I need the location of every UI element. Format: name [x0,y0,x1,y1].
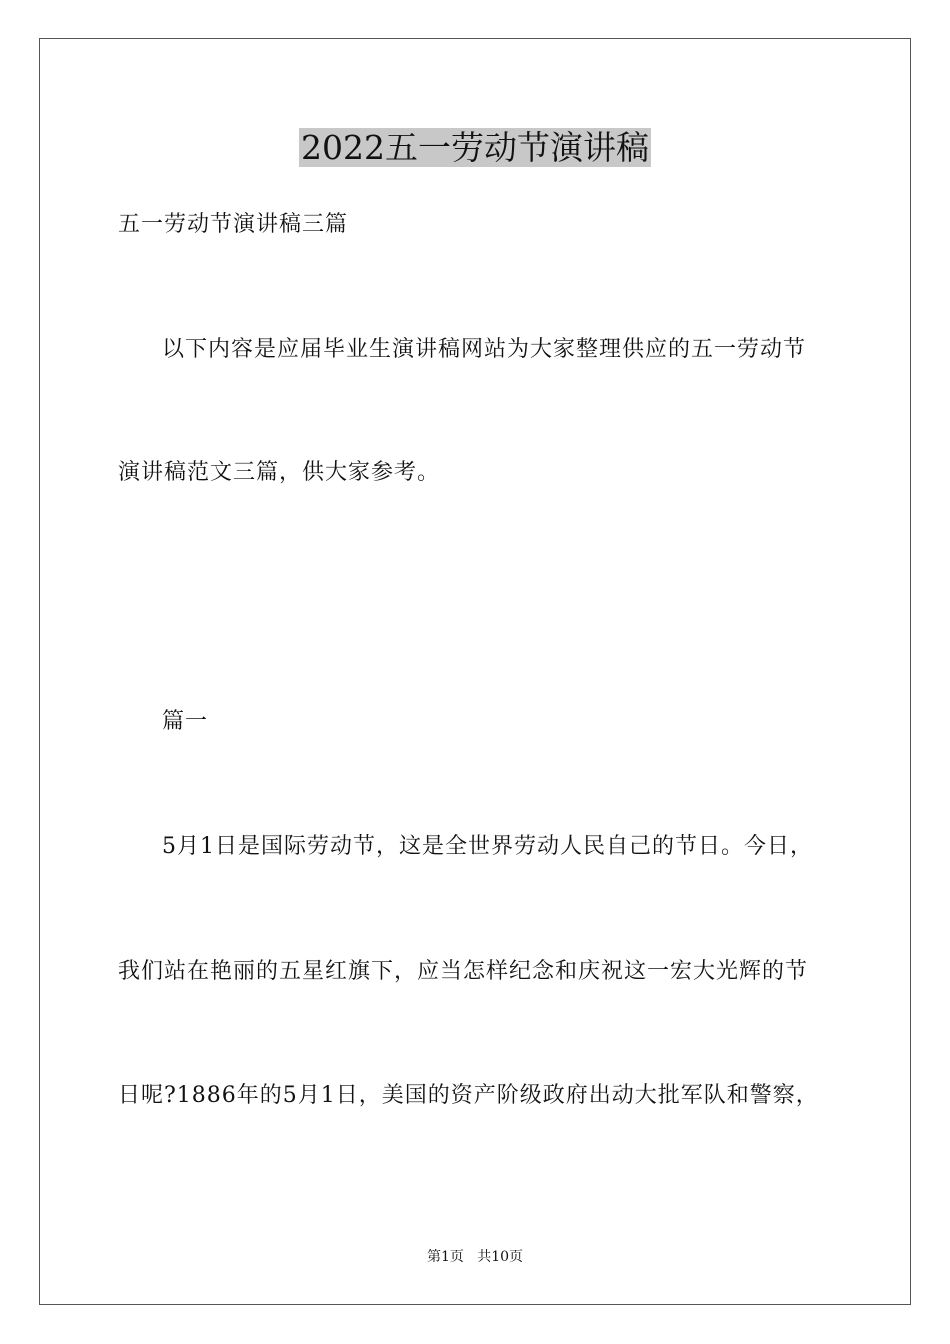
paragraph-line: 5月1日是国际劳动节，这是全世界劳动人民自己的节日。今日， [162,834,813,859]
document-title [0,126,950,170]
document-subtitle: 五一劳动节演讲稿三篇 [118,212,349,237]
paragraph-line: 以下内容是应届毕业生演讲稿网站为大家整理供应的五一劳动节 [162,337,807,362]
paragraph-line: 日呢?1886年的5月1日，美国的资产阶级政府出动大批军队和警察， [118,1083,819,1108]
paragraph-line: 我们站在艳丽的五星红旗下，应当怎样纪念和庆祝这一宏大光辉的节 [118,959,809,984]
page-footer: 第1页 共10页 [426,1249,524,1265]
section-heading: 篇一 [162,709,209,734]
document-title-text: 2022五一劳动节演讲稿 [301,128,649,167]
paragraph-line: 演讲稿范文三篇，供大家参考。 [118,460,441,485]
